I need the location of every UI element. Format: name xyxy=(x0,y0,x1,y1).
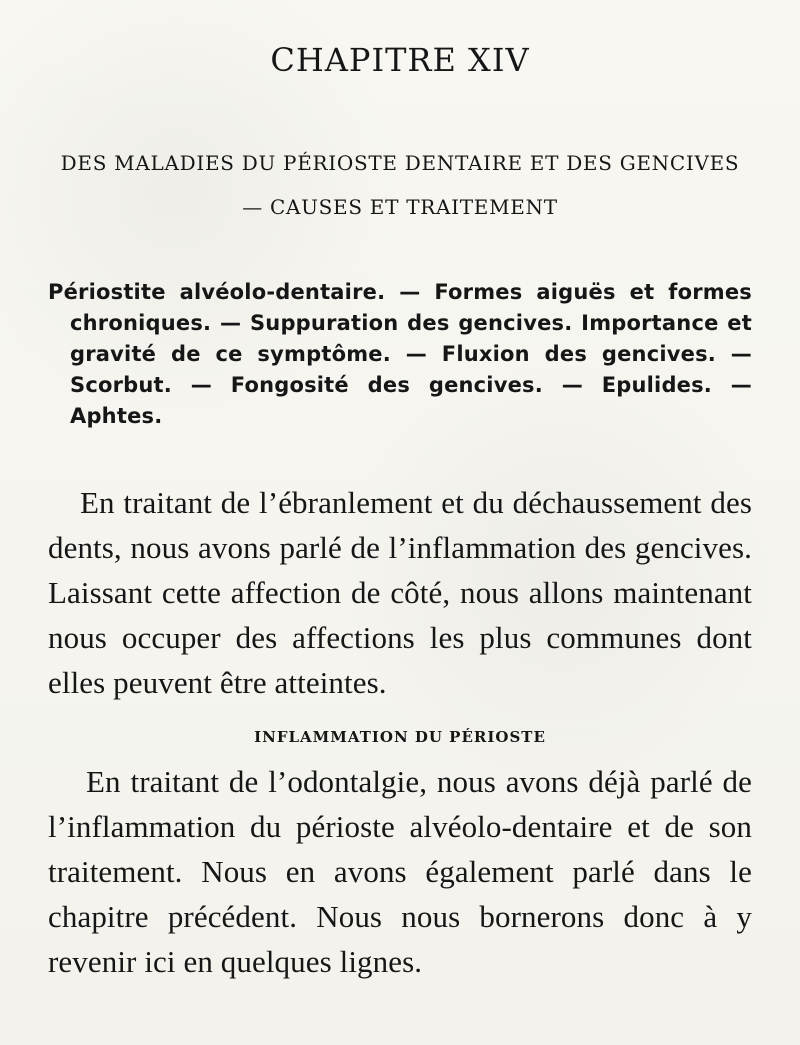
subheading: INFLAMMATION DU PÉRIOSTE xyxy=(254,728,546,746)
body-paragraph-1: En traitant de l’ébranlement et du déchaussement des dents, nous avons parlé de l’inflammation des gencives. Laissant cette affection de côté, nous allons maintenant nous occuper des affections les plus communes dont elles peuvent être atteintes. xyxy=(48,485,752,700)
chapter-summary: Périostite alvéolo-dentaire. — Formes aiguës et formes chroniques. — Suppuration des gencives. Importance et gravité de ce symptôme. — Fluxion des gencives. — Scorbut. — Fongosité des gencives. — Epulides. — Aphtes. xyxy=(48,280,752,428)
body-paragraph-2: En traitant de l’odontalgie, nous avons déjà parlé de l’inflammation du périoste alvéolo-dentaire et de son traitement. Nous en avons également parlé dans le chapitre précédent. Nous nous bornerons donc à y revenir ici en quelques lignes. xyxy=(48,764,752,979)
chapter-title: CHAPITRE XIV xyxy=(270,41,530,79)
section-title: DES MALADIES DU PÉRIOSTE DENTAIRE ET DES GENCIVES — CAUSES ET TRAITEMENT xyxy=(60,151,740,219)
